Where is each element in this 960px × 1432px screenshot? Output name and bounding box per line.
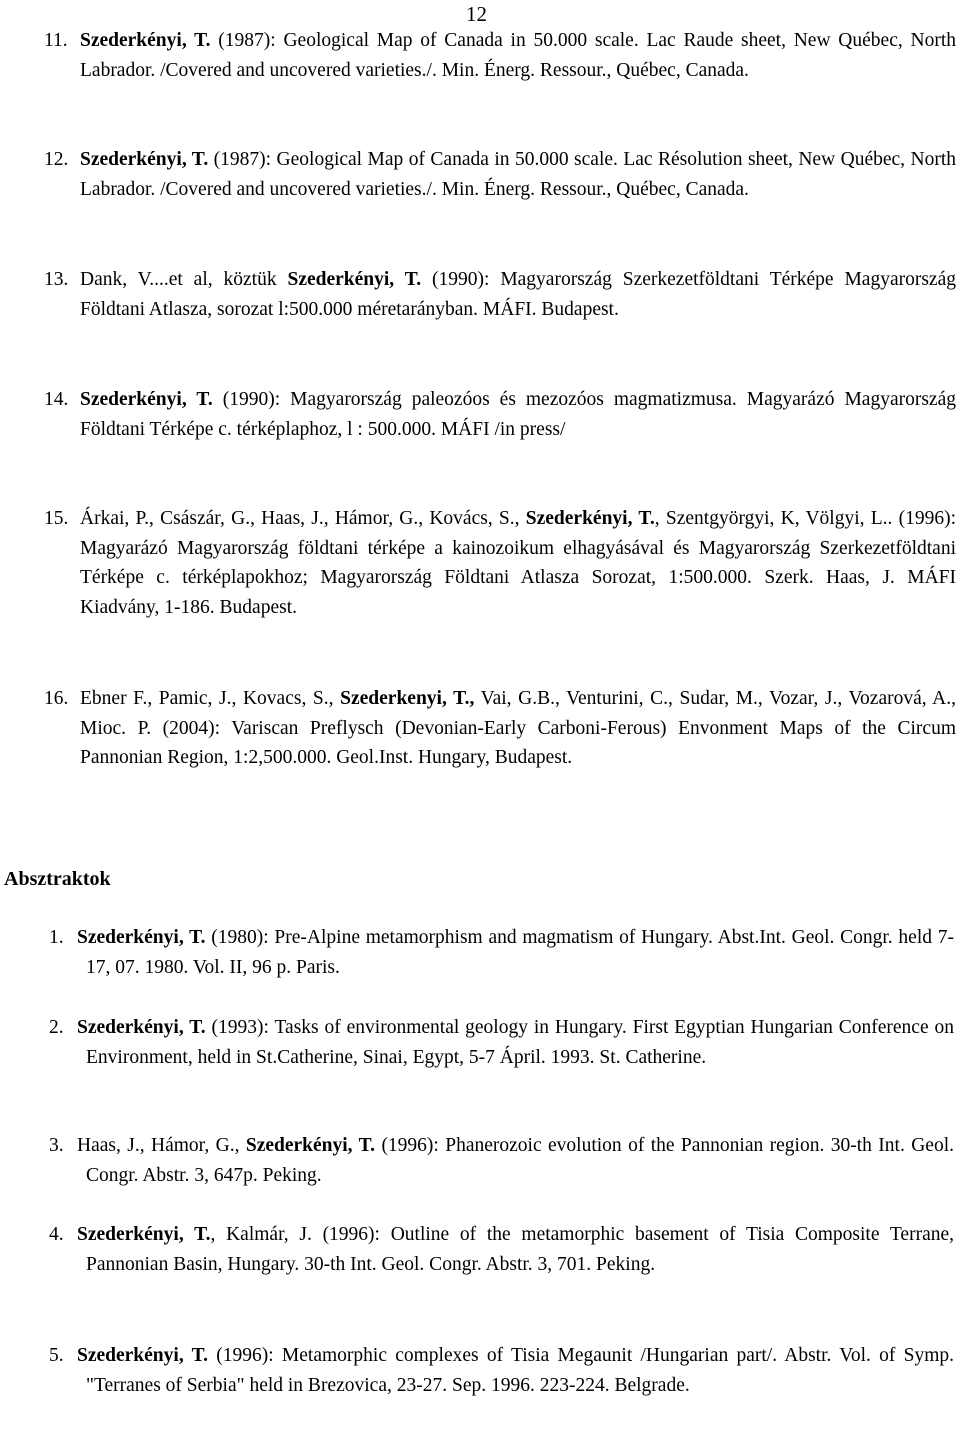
- publication-item: [44, 26, 956, 85]
- abstract-number: 3.: [49, 1135, 64, 1156]
- publication-text: [80, 145, 956, 204]
- publication-details: , Szentgyörgyi, K, Völgyi, L.. (1996): Magyarázó Magyarország földtani térképe a kainozoikum elhagyásával és Magyarország Szerkezetföldtani Térképe c. térképlapokhoz; Magyarország Földtani Atlasza Sorozat, 1:500.000. Szerk. Haas, J. MÁFI Kiadvány, 1-186. Budapest.: [80, 508, 957, 618]
- publication-coauthors: Ebner F., Pamic, J., Kovacs, S.,: [80, 688, 341, 709]
- publication-item: [44, 145, 956, 204]
- abstract-number: 1.: [49, 927, 64, 948]
- publication-author: Szederkenyi, T.,: [340, 688, 475, 709]
- publication-coauthors: Dank, V....et al, köztük: [80, 269, 288, 290]
- abstract-author: Szederkényi, T.: [77, 1345, 209, 1366]
- publication-text: [80, 26, 956, 85]
- abstract-details: (1996): Metamorphic complexes of Tisia Megaunit /Hungarian part/. Abstr. Vol. of Symp. "Terranes of Serbia" held in Brezovica, 23-27. Sep. 1996. 223-224. Belgrade.: [86, 1345, 954, 1396]
- abstract-author: Szederkényi, T.: [77, 1224, 211, 1245]
- publication-details: (1990): Magyarország paleozóos és mezozóos magmatizmusa. Magyarázó Magyarország Földtani Térképe c. térképlaphoz, l : 500.000. MÁFI /in press/: [80, 389, 956, 440]
- section-heading-abstracts: Absztraktok: [4, 868, 111, 890]
- abstract-text: [77, 1013, 954, 1072]
- publication-details: (1990): Magyarország Szerkezetföldtani Térképe Magyarország Földtani Atlasza, sorozat l:500.000 méretarányban. MÁFI. Budapest.: [80, 269, 956, 320]
- abstract-item: [49, 1220, 954, 1279]
- publication-author: Szederkényi, T.: [80, 389, 213, 410]
- abstract-text: [77, 1131, 955, 1190]
- publication-author: Szederkényi, T.: [80, 30, 211, 51]
- publication-number: 12.: [44, 149, 69, 170]
- publication-coauthors: Árkai, P., Császár, G., Haas, J., Hámor, G., Kovács, S.,: [80, 508, 526, 529]
- abstract-details: (1996): Phanerozoic evolution of the Pannonian region. 30-th Int. Geol. Congr. Abstr. 3, 647p. Peking.: [86, 1135, 955, 1186]
- abstract-item: [49, 1013, 954, 1072]
- publication-number: 15.: [44, 508, 69, 529]
- publication-item: [44, 684, 956, 773]
- abstract-coauthors: Haas, J., Hámor, G.,: [77, 1135, 246, 1156]
- publication-item: [44, 504, 956, 622]
- abstract-item: [49, 1341, 954, 1400]
- publication-author: Szederkényi, T.: [287, 269, 422, 290]
- publication-text: [80, 385, 956, 444]
- abstract-text: [77, 1341, 954, 1400]
- publication-text: [80, 504, 956, 622]
- publication-number: 14.: [44, 389, 69, 410]
- publication-author: Szederkényi, T.: [525, 508, 655, 529]
- abstract-text: [77, 1220, 954, 1279]
- abstract-author: Szederkényi, T.: [245, 1135, 376, 1156]
- abstract-author: Szederkényi, T.: [77, 1017, 206, 1038]
- publication-details: Vai, G.B., Venturini, C., Sudar, M., Vozar, J., Vozarová, A., Mioc. P. (2004): Variscan Preflysch (Devonian-Early Carboni-Ferous) Envonment Maps of the Circum Pannonian Region, 1:2,500.000. Geol.Inst. Hungary, Budapest.: [80, 688, 956, 769]
- publication-number: 13.: [44, 269, 69, 290]
- abstract-item: [49, 923, 954, 982]
- abstract-details: , Kalmár, J. (1996): Outline of the metamorphic basement of Tisia Composite Terrane, Pannonian Basin, Hungary. 30-th Int. Geol. Congr. Abstr. 3, 701. Peking.: [86, 1224, 954, 1275]
- abstract-details: (1980): Pre-Alpine metamorphism and magmatism of Hungary. Abst.Int. Geol. Congr. held 7-17, 07. 1980. Vol. II, 96 p. Paris.: [86, 927, 954, 978]
- abstract-details: (1993): Tasks of environmental geology in Hungary. First Egyptian Hungarian Conference on Environment, held in St.Catherine, Sinai, Egypt, 5-7 Ápril. 1993. St. Catherine.: [86, 1017, 954, 1068]
- abstract-text: [77, 923, 954, 982]
- publication-number: 16.: [44, 688, 69, 709]
- publication-item: [44, 385, 956, 444]
- abstract-number: 5.: [49, 1345, 64, 1366]
- abstract-number: 2.: [49, 1017, 64, 1038]
- publication-text: [80, 684, 956, 773]
- publication-text: [80, 265, 956, 324]
- publication-details: (1987): Geological Map of Canada in 50.000 scale. Lac Raude sheet, New Québec, North Labrador. /Covered and uncovered varieties./. Min. Énerg. Ressour., Québec, Canada.: [80, 30, 956, 81]
- publication-details: (1987): Geological Map of Canada in 50.000 scale. Lac Résolution sheet, New Québec, North Labrador. /Covered and uncovered varieties./. Min. Énerg. Ressour., Québec, Canada.: [80, 149, 956, 200]
- abstract-author: Szederkényi, T.: [77, 927, 206, 948]
- publication-item: [44, 265, 956, 324]
- publication-author: Szederkényi, T.: [80, 149, 209, 170]
- abstract-item: [49, 1131, 954, 1190]
- page-number: 12: [466, 2, 487, 26]
- abstract-number: 4.: [49, 1224, 64, 1245]
- publication-number: 11.: [44, 30, 68, 51]
